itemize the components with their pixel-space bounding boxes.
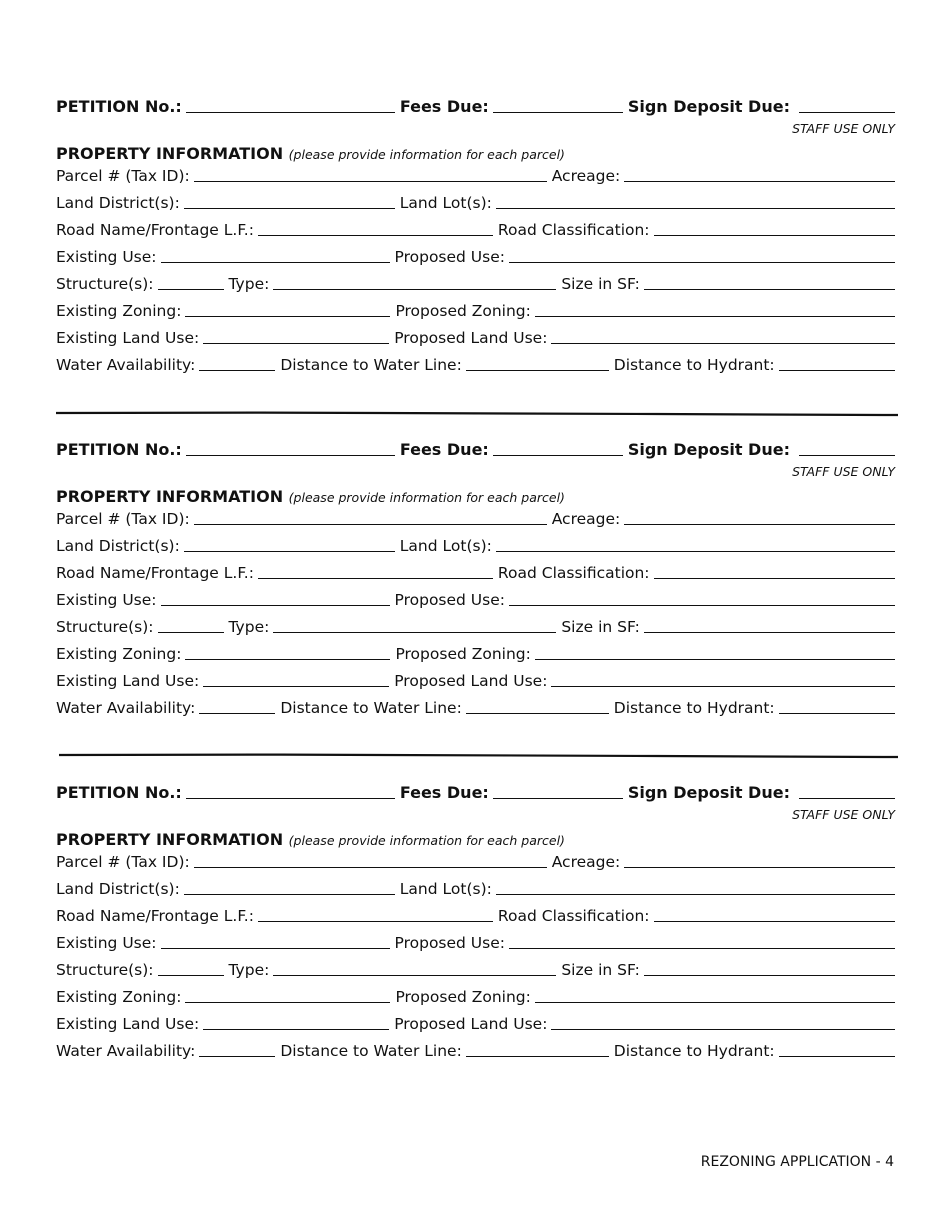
parcel-label: Parcel # (Tax ID): [56,510,190,528]
land-district-label: Land District(s): [56,537,180,555]
existing-land-use-field[interactable] [203,343,389,344]
structure-row [56,953,895,980]
use-row [56,583,895,610]
distance-water-line-field[interactable] [466,1056,609,1057]
property-information-title: PROPERTY INFORMATION [56,144,284,163]
structure-row [56,267,895,294]
section-divider [56,751,898,759]
petition-no-field[interactable] [186,455,395,456]
land-district-label: Land District(s): [56,194,180,212]
parcel-label: Parcel # (Tax ID): [56,853,190,871]
parcel-field[interactable] [194,524,547,525]
acreage-label: Acreage: [551,853,621,871]
road-name-label: Road Name/Frontage L.F.: [56,907,254,925]
water-availability-field[interactable] [199,370,275,371]
proposed-use-field[interactable] [509,605,895,606]
type-field[interactable] [273,632,556,633]
water-row [56,1034,895,1061]
acreage-label: Acreage: [551,510,621,528]
fees-due-field[interactable] [493,112,623,113]
petition-no-label: PETITION No.: [56,783,182,802]
distance-hydrant-field[interactable] [779,713,895,714]
zoning-row [56,980,895,1007]
existing-zoning-field[interactable] [185,659,390,660]
road-classification-field[interactable] [654,578,895,579]
sign-deposit-label: Sign Deposit Due: [627,97,790,116]
existing-land-use-label: Existing Land Use: [56,672,200,690]
water-row [56,348,895,375]
petition-no-label: PETITION No.: [56,97,182,116]
distance-water-line-field[interactable] [466,370,609,371]
water-availability-label: Water Availability: [56,356,196,374]
road-name-label: Road Name/Frontage L.F.: [56,564,254,582]
proposed-land-use-field[interactable] [551,686,895,687]
parcel-row [56,159,895,186]
use-row [56,240,895,267]
petition-row [56,90,895,117]
acreage-field[interactable] [624,181,895,182]
proposed-use-label: Proposed Use: [394,934,505,952]
parcel-row [56,845,895,872]
sign-deposit-field[interactable] [799,798,895,799]
proposed-land-use-field[interactable] [551,343,895,344]
existing-use-field[interactable] [161,605,390,606]
acreage-field[interactable] [624,524,895,525]
existing-land-use-label: Existing Land Use: [56,1015,200,1033]
page-footer: REZONING APPLICATION - 4 [700,1154,894,1170]
road-row [56,213,895,240]
fees-due-label: Fees Due: [399,783,489,802]
distance-hydrant-field[interactable] [779,370,895,371]
water-availability-field[interactable] [199,1056,275,1057]
proposed-zoning-label: Proposed Zoning: [395,302,531,320]
proposed-land-use-label: Proposed Land Use: [394,329,548,347]
distance-water-line-label: Distance to Water Line: [280,699,462,717]
proposed-use-label: Proposed Use: [394,591,505,609]
size-sf-field[interactable] [644,975,895,976]
land-district-field[interactable] [184,551,395,552]
road-name-field[interactable] [258,921,493,922]
land-district-label: Land District(s): [56,880,180,898]
type-field[interactable] [273,289,556,290]
proposed-use-field[interactable] [509,948,895,949]
land-district-row [56,872,895,899]
fees-due-label: Fees Due: [399,97,489,116]
existing-zoning-field[interactable] [185,1002,390,1003]
proposed-zoning-field[interactable] [535,659,895,660]
land-lot-label: Land Lot(s): [399,194,492,212]
petition-row [56,776,895,803]
proposed-land-use-field[interactable] [551,1029,895,1030]
sign-deposit-field[interactable] [799,455,895,456]
parcel-field[interactable] [194,867,547,868]
size-sf-field[interactable] [644,632,895,633]
road-classification-label: Road Classification: [497,907,650,925]
road-name-label: Road Name/Frontage L.F.: [56,221,254,239]
existing-zoning-field[interactable] [185,316,390,317]
sign-deposit-label: Sign Deposit Due: [627,440,790,459]
water-availability-label: Water Availability: [56,1042,196,1060]
distance-water-line-label: Distance to Water Line: [280,356,462,374]
proposed-zoning-field[interactable] [535,316,895,317]
petition-no-label: PETITION No.: [56,440,182,459]
structures-label: Structure(s): [56,275,154,293]
existing-use-field[interactable] [161,262,390,263]
structure-row [56,610,895,637]
property-information-note: (please provide information for each parcel) [288,833,565,848]
proposed-use-field[interactable] [509,262,895,263]
existing-land-use-field[interactable] [203,686,389,687]
existing-land-use-field[interactable] [203,1029,389,1030]
property-information-note: (please provide information for each parcel) [288,147,565,162]
section-divider [56,409,898,417]
type-field[interactable] [273,975,556,976]
size-sf-field[interactable] [644,289,895,290]
proposed-zoning-label: Proposed Zoning: [395,645,531,663]
zoning-row [56,294,895,321]
acreage-field[interactable] [624,867,895,868]
land-lot-label: Land Lot(s): [399,537,492,555]
proposed-zoning-field[interactable] [535,1002,895,1003]
distance-water-line-field[interactable] [466,713,609,714]
petition-no-field[interactable] [186,798,395,799]
property-information-title: PROPERTY INFORMATION [56,487,284,506]
road-row [56,899,895,926]
road-classification-label: Road Classification: [497,564,650,582]
distance-water-line-label: Distance to Water Line: [280,1042,462,1060]
size-sf-label: Size in SF: [561,961,640,979]
land-use-row [56,664,895,691]
distance-hydrant-field[interactable] [779,1056,895,1057]
structures-label: Structure(s): [56,961,154,979]
property-information-note: (please provide information for each parcel) [288,490,565,505]
land-district-row [56,529,895,556]
existing-use-field[interactable] [161,948,390,949]
land-lot-field[interactable] [496,894,895,895]
size-sf-label: Size in SF: [561,618,640,636]
sign-deposit-field[interactable] [799,112,895,113]
staff-use-only-note: STAFF USE ONLY [792,121,895,136]
road-name-field[interactable] [258,578,493,579]
land-district-field[interactable] [184,208,395,209]
land-use-row [56,321,895,348]
existing-use-label: Existing Use: [56,248,157,266]
land-use-row [56,1007,895,1034]
distance-hydrant-label: Distance to Hydrant: [613,1042,775,1060]
existing-use-label: Existing Use: [56,591,157,609]
proposed-zoning-label: Proposed Zoning: [395,988,531,1006]
structures-field[interactable] [158,632,224,633]
water-availability-label: Water Availability: [56,699,196,717]
existing-zoning-label: Existing Zoning: [56,988,182,1006]
land-lot-label: Land Lot(s): [399,880,492,898]
land-district-row [56,186,895,213]
proposed-land-use-label: Proposed Land Use: [394,672,548,690]
existing-zoning-label: Existing Zoning: [56,645,182,663]
structures-field[interactable] [158,289,224,290]
parcel-field[interactable] [194,181,547,182]
type-label: Type: [228,275,270,293]
land-district-field[interactable] [184,894,395,895]
fees-due-field[interactable] [493,455,623,456]
petition-no-field[interactable] [186,112,395,113]
existing-use-label: Existing Use: [56,934,157,952]
land-lot-field[interactable] [496,551,895,552]
structures-label: Structure(s): [56,618,154,636]
road-classification-field[interactable] [654,235,895,236]
proposed-land-use-label: Proposed Land Use: [394,1015,548,1033]
existing-land-use-label: Existing Land Use: [56,329,200,347]
staff-use-only-note: STAFF USE ONLY [792,807,895,822]
proposed-use-label: Proposed Use: [394,248,505,266]
acreage-label: Acreage: [551,167,621,185]
distance-hydrant-label: Distance to Hydrant: [613,699,775,717]
structures-field[interactable] [158,975,224,976]
property-information-title: PROPERTY INFORMATION [56,830,284,849]
parcel-label: Parcel # (Tax ID): [56,167,190,185]
sign-deposit-label: Sign Deposit Due: [627,783,790,802]
road-name-field[interactable] [258,235,493,236]
parcel-row [56,502,895,529]
zoning-row [56,637,895,664]
road-classification-label: Road Classification: [497,221,650,239]
fees-due-field[interactable] [493,798,623,799]
land-lot-field[interactable] [496,208,895,209]
type-label: Type: [228,961,270,979]
road-row [56,556,895,583]
fees-due-label: Fees Due: [399,440,489,459]
size-sf-label: Size in SF: [561,275,640,293]
distance-hydrant-label: Distance to Hydrant: [613,356,775,374]
petition-row [56,433,895,460]
existing-zoning-label: Existing Zoning: [56,302,182,320]
use-row [56,926,895,953]
road-classification-field[interactable] [654,921,895,922]
type-label: Type: [228,618,270,636]
water-availability-field[interactable] [199,713,275,714]
staff-use-only-note: STAFF USE ONLY [792,464,895,479]
water-row [56,691,895,718]
